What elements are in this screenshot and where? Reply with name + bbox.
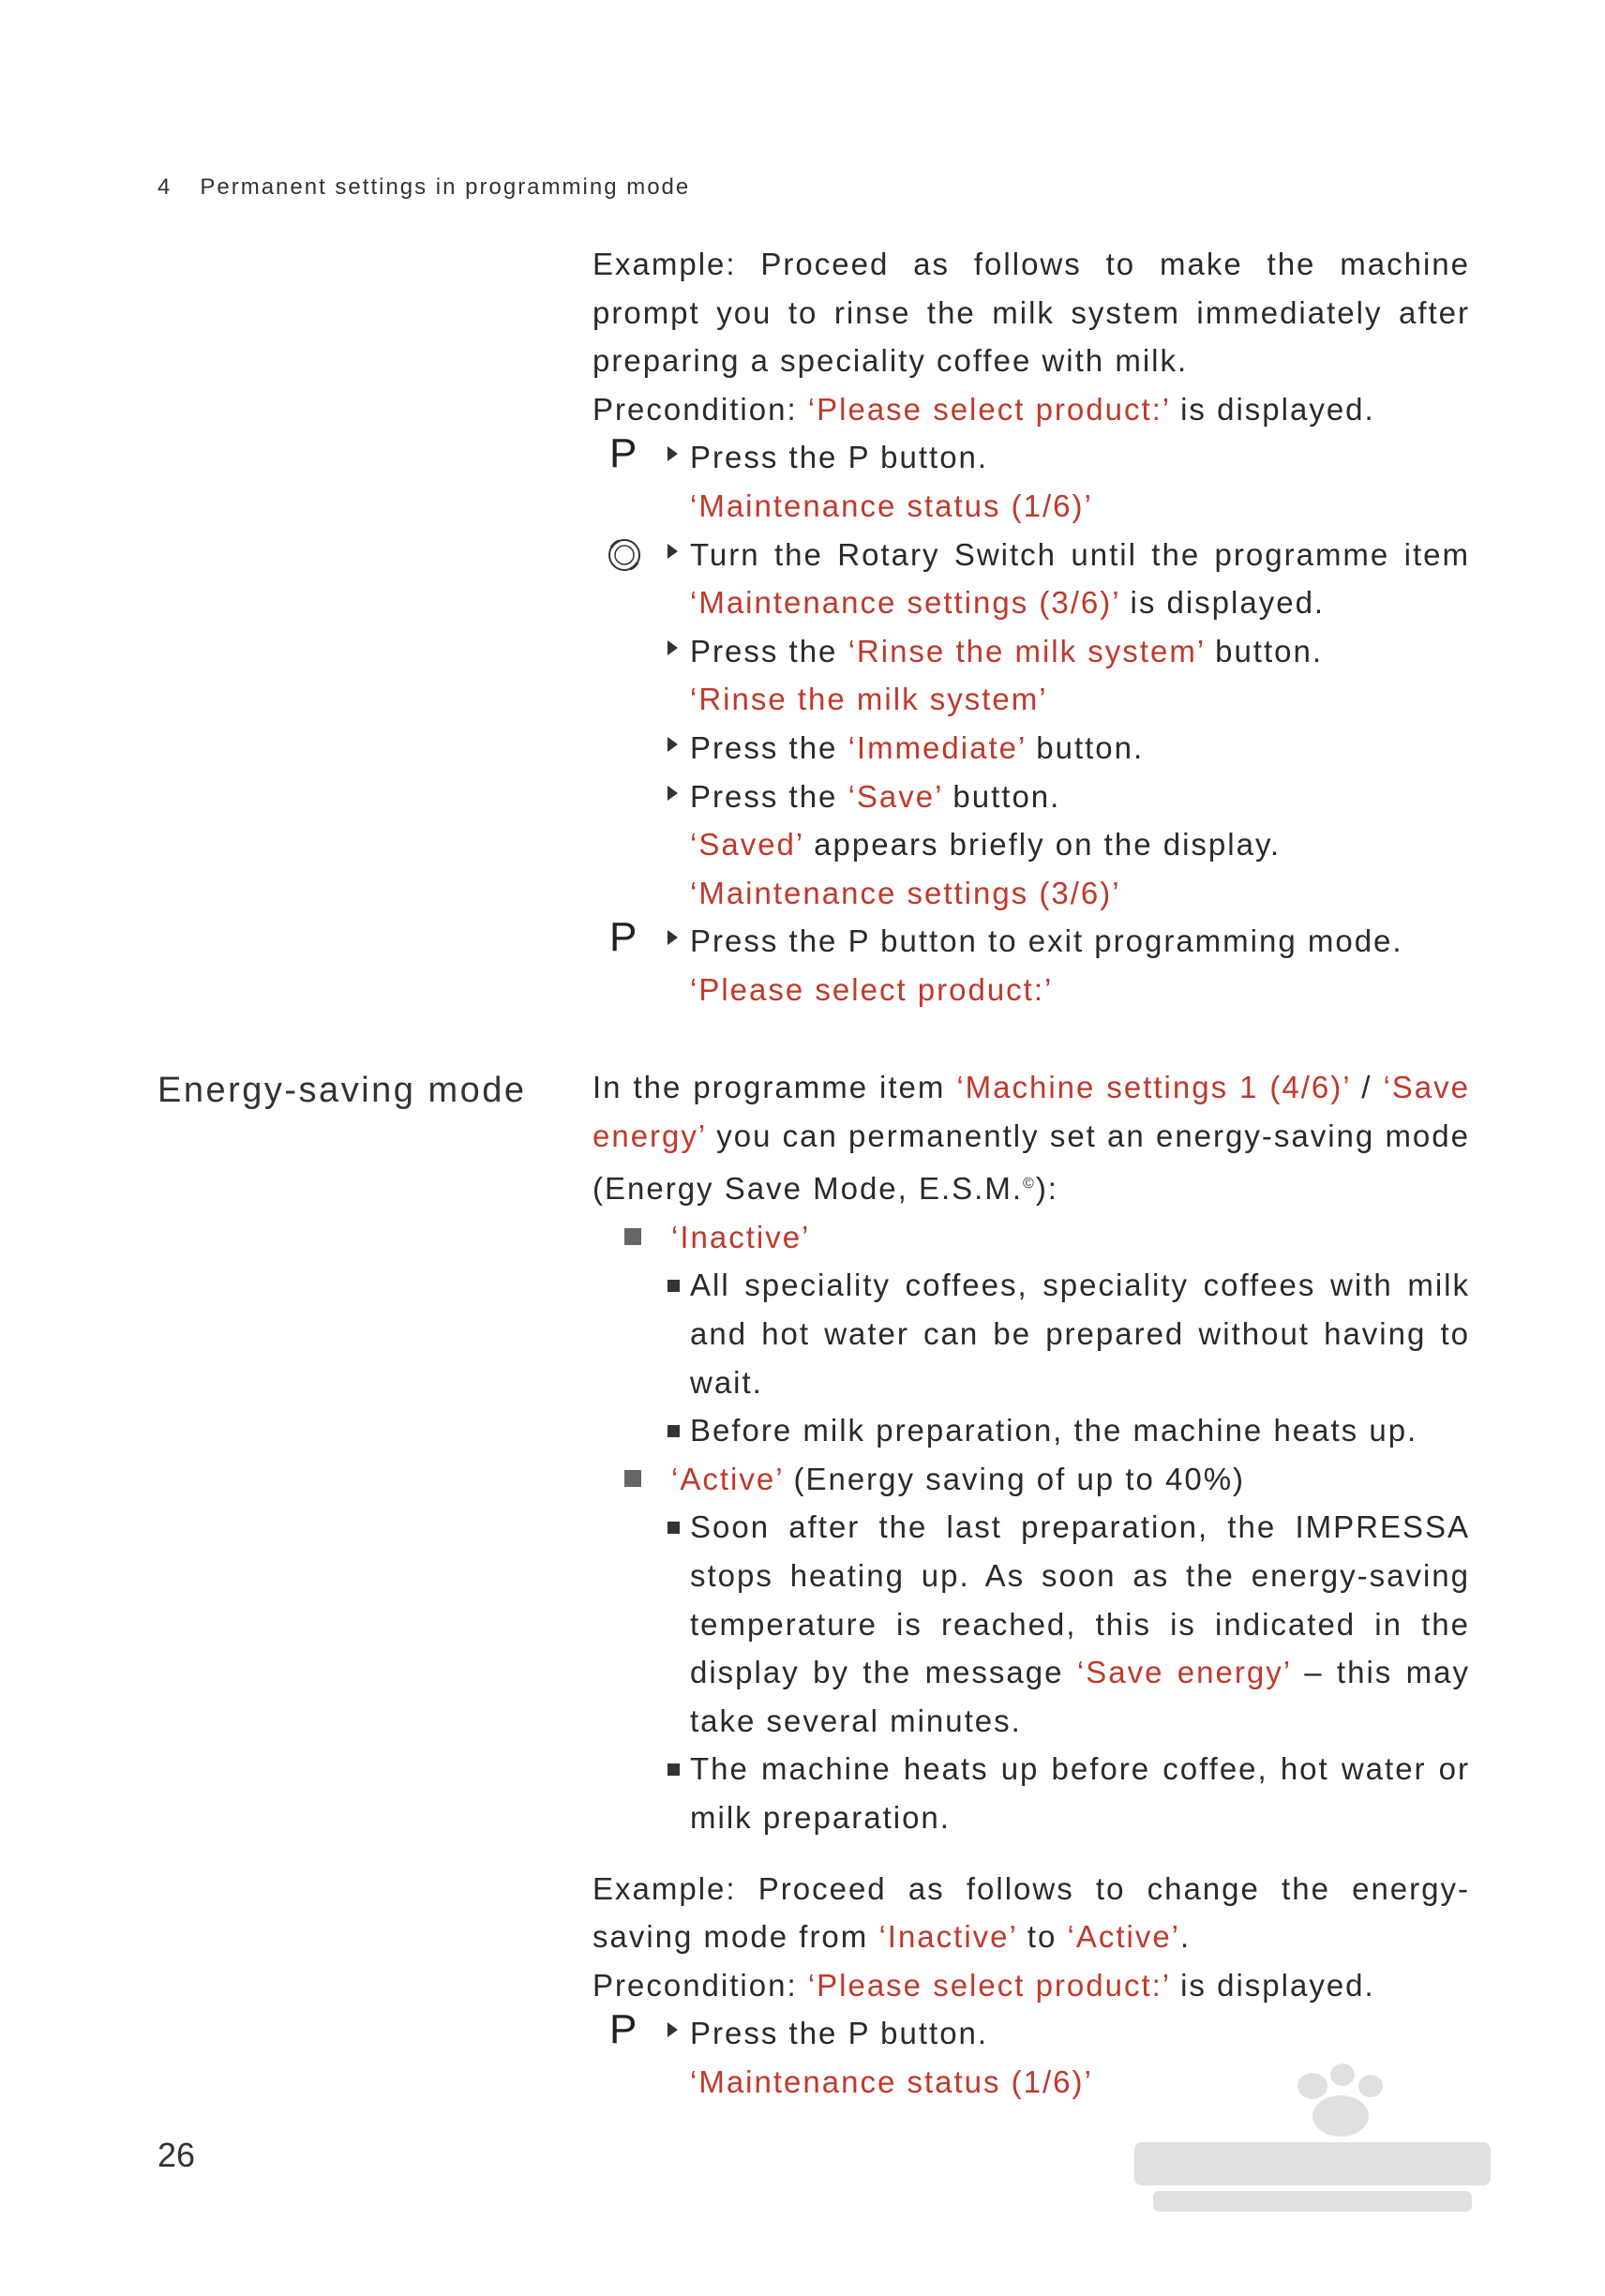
small-square-bullet-icon	[668, 1280, 680, 1292]
p-button-icon: P	[609, 914, 638, 961]
step-press-immediate: Press the ‘Immediate’ button.	[592, 724, 1470, 773]
arrow-bullet-icon	[668, 640, 678, 655]
step-result: ‘Please select product:’	[690, 971, 1054, 1007]
option-inactive: ‘Inactive’	[592, 1213, 1470, 1262]
step-result: ‘Maintenance settings (3/6)’	[690, 875, 1121, 910]
arrow-bullet-icon	[668, 930, 678, 945]
small-square-bullet-icon	[668, 1763, 680, 1776]
arrow-bullet-icon	[668, 446, 678, 461]
option-active: ‘Active’ (Energy saving of up to 40%)	[592, 1455, 1470, 1504]
active-detail: The machine heats up before coffee, hot water or milk preparation.	[592, 1745, 1470, 1841]
arrow-bullet-icon	[668, 544, 678, 559]
p-button-icon: P	[609, 430, 638, 477]
step-result: ‘Maintenance status (1/6)’	[690, 2063, 1093, 2099]
step-press-rinse: Press the ‘Rinse the milk system’ button.	[592, 627, 1470, 676]
example-intro: Example: Proceed as follows to make the machine prompt you to rinse the milk system immediately after preparing a speciality coffee with milk.	[592, 247, 1470, 379]
running-header	[158, 174, 690, 201]
step-exit-programming: P Press the P button to exit programming mode.	[609, 914, 1403, 961]
step-turn-rotary: Turn the Rotary Switch until the programme item ‘Maintenance settings (3/6)’ is displayed.	[592, 531, 1470, 627]
square-bullet-icon	[624, 1470, 641, 1487]
example2-intro: Example: Proceed as follows to change the energy-saving mode from ‘Inactive’ to ‘Active’.	[592, 1870, 1470, 1955]
arrow-bullet-icon	[668, 737, 678, 752]
step-result: ‘Maintenance status (1/6)’	[690, 488, 1093, 523]
p-button-icon: P	[609, 2006, 638, 2053]
section-title: Energy-saving mode	[158, 1071, 527, 1110]
square-bullet-icon	[624, 1228, 641, 1245]
watermark-logo	[1125, 2048, 1500, 2217]
active-detail: Soon after the last preparation, the IMPRESSA stops heating up. As soon as the energy-saving temperature is reached, this is indicated in the display by the message ‘Save energy’ – this may take several minutes.	[592, 1503, 1470, 1745]
esm-intro: In the programme item ‘Machine settings 1 (4/6)’ / ‘Save energy’ you can permanently set an energy-saving mode (Energy Save Mode, E.S.M.©):	[592, 1070, 1470, 1207]
precondition: Precondition: ‘Please select product:’ is displayed.	[592, 391, 1375, 427]
arrow-bullet-icon	[668, 786, 678, 801]
small-square-bullet-icon	[668, 1425, 680, 1437]
arrow-bullet-icon	[668, 2022, 678, 2037]
chapter-number: 4	[158, 174, 172, 200]
step-result: ‘Saved’ appears briefly on the display.	[690, 827, 1282, 863]
inactive-detail: All speciality coffees, speciality coffees with milk and hot water can be prepared without having to wait.	[592, 1261, 1470, 1406]
inactive-detail: Before milk preparation, the machine heats up.	[592, 1406, 1470, 1455]
step-press-p: P Press the P button.	[609, 2006, 989, 2053]
esm-column	[592, 1063, 1470, 2106]
step-press-p: P Press the P button.	[609, 430, 989, 477]
step-result: ‘Rinse the milk system’	[690, 682, 1048, 717]
precondition: Precondition: ‘Please select product:’ is displayed.	[592, 1967, 1375, 2003]
step-press-save: Press the ‘Save’ button.	[592, 773, 1470, 821]
page-number: 26	[158, 2136, 196, 2174]
main-column	[592, 240, 1470, 1014]
chapter-title: Permanent settings in programming mode	[200, 174, 691, 200]
rotary-switch-icon	[606, 536, 643, 574]
small-square-bullet-icon	[668, 1522, 680, 1534]
